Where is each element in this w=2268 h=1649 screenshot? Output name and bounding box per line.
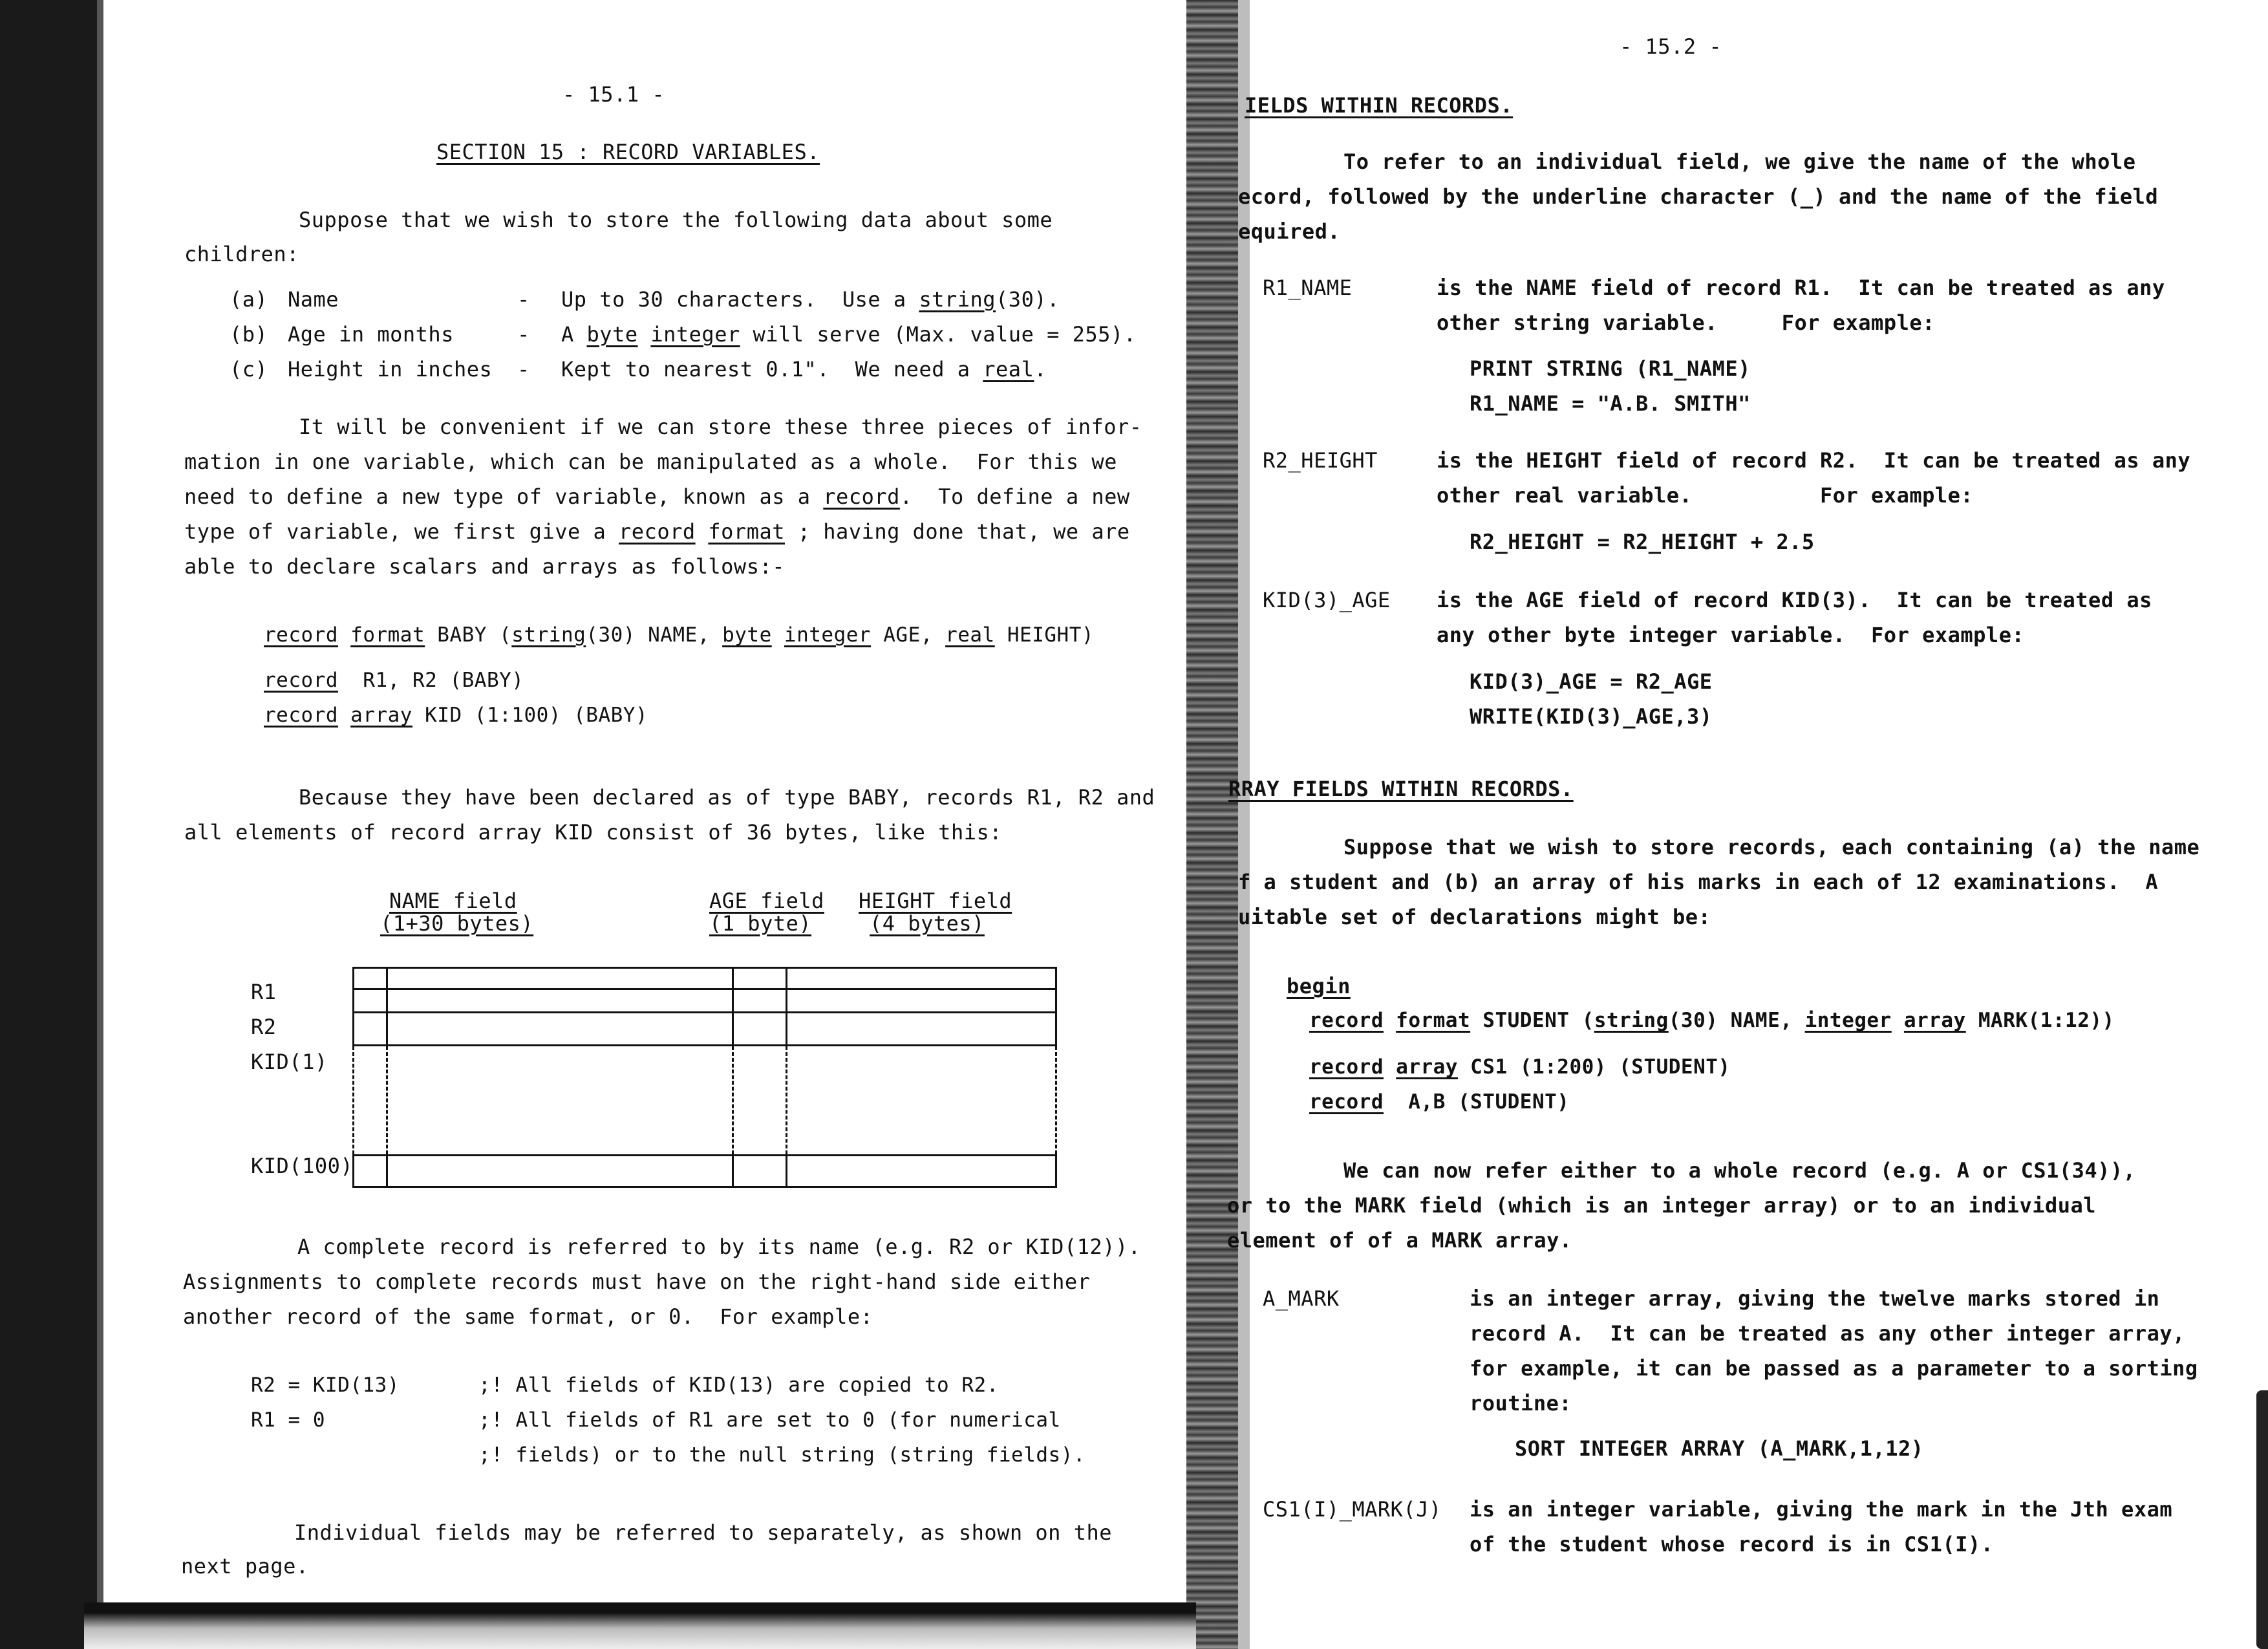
- field-term: R2_HEIGHT: [1263, 448, 1378, 473]
- amark-line-3: for example, it can be passed as a parameter to a sorting: [1470, 1356, 2198, 1381]
- name-field-heading: NAME field: [389, 889, 517, 913]
- age-field-bytes: (1 byte): [709, 911, 812, 936]
- text: type of variable, we first give a: [184, 519, 619, 544]
- section-title: SECTION 15 : RECORD VARIABLES.: [436, 140, 820, 164]
- field-separator-length: [386, 967, 388, 1046]
- p3-line-3: element of of a MARK array.: [1227, 1228, 1572, 1253]
- keyword: record: [1309, 1055, 1384, 1079]
- row-label-kid100: KID(100): [251, 1154, 354, 1178]
- list-item-label: (a): [230, 287, 268, 312]
- keyword: real: [983, 357, 1034, 382]
- p3-line-2: or to the MARK field (which is an integer array) or to an individual: [1227, 1193, 2097, 1218]
- desc-text: will serve (Max. value = 255).: [740, 322, 1137, 347]
- code-text: STUDENT (: [1470, 1009, 1594, 1032]
- list-item-desc: [561, 321, 1136, 347]
- keyword: record: [264, 669, 338, 692]
- field-separator-name: [732, 967, 734, 1046]
- book-gutter-shadow: [1238, 0, 1250, 1649]
- scan-border-right: [2256, 1390, 2268, 1649]
- row-label-r2: R2: [251, 1015, 277, 1039]
- keyword: format: [708, 519, 785, 544]
- decl-record-format: [264, 622, 1094, 648]
- example-comment: ;! All fields of KID(13) are copied to R2.: [478, 1374, 999, 1397]
- desc-text: [638, 322, 651, 347]
- example-code: R1 = 0: [251, 1408, 325, 1432]
- intro-line-2: children:: [184, 242, 299, 266]
- field-desc-line-2: other string variable. For example:: [1437, 310, 1935, 335]
- code-text: A,B (STUDENT): [1383, 1090, 1570, 1114]
- heading-array-fields: RRAY FIELDS WITHIN RECORDS.: [1228, 777, 1574, 801]
- continuation-dash: [1055, 1046, 1057, 1154]
- keyword: record: [1309, 1009, 1384, 1032]
- list-item-name: Name: [288, 287, 339, 312]
- para3-line-1: Because they have been declared as of type BABY, records R1, R2 and: [299, 785, 1155, 810]
- page-number-right: - 15.2 -: [1620, 34, 1722, 59]
- decl-begin: begin: [1287, 974, 1351, 998]
- desc-text: A: [561, 322, 587, 347]
- list-item-label: (b): [230, 322, 268, 347]
- keyword: string: [1594, 1009, 1669, 1032]
- para2-line-1: It will be convenient if we can store these three pieces of infor-: [299, 415, 1142, 439]
- keyword: format: [350, 623, 425, 647]
- decl-record-scalars: [264, 667, 524, 693]
- decl-cs1-array: [1309, 1054, 1731, 1080]
- keyword: array: [1396, 1055, 1458, 1079]
- decl-record-array: [264, 702, 648, 728]
- para3-line-2: all elements of record array KID consist of 36 bytes, like this:: [184, 820, 1002, 845]
- keyword: integer: [784, 623, 872, 647]
- text: need to define a new type of variable, known as a: [184, 484, 824, 509]
- list-item-label: (c): [230, 357, 268, 382]
- p2-line-3: uitable set of declarations might be:: [1238, 905, 1711, 929]
- desc-text: Kept to nearest 0.1". We need a: [561, 357, 983, 382]
- field-desc-line-1: is the AGE field of record KID(3). It can be treated as: [1437, 588, 2152, 612]
- example-code: R2 = KID(13): [251, 1374, 400, 1397]
- list-item-dash: -: [517, 287, 530, 312]
- keyword: byte: [586, 322, 638, 347]
- keyword: integer: [1804, 1009, 1892, 1032]
- desc-text: .: [1034, 357, 1047, 382]
- field-term: CS1(I)_MARK(J): [1263, 1497, 1442, 1522]
- field-code: R2_HEIGHT = R2_HEIGHT + 2.5: [1470, 530, 1815, 554]
- age-field-heading: AGE field: [709, 889, 824, 913]
- keyword: integer: [650, 322, 740, 347]
- field-desc-line-1: is the NAME field of record R1. It can be treated as any: [1437, 275, 2165, 300]
- para2-line-4: [184, 519, 1130, 544]
- p1-line-1: To refer to an individual field, we give the name of the whole: [1343, 149, 2136, 174]
- code-text: CS1 (1:200) (STUDENT): [1457, 1055, 1731, 1079]
- field-code: PRINT STRING (R1_NAME): [1470, 356, 1751, 381]
- field-desc-line-2: any other byte integer variable. For example:: [1437, 623, 2025, 647]
- scan-border-bottom: [84, 1602, 1196, 1649]
- keyword: string: [511, 623, 586, 647]
- keyword: record: [823, 484, 900, 509]
- amark-line-4: routine:: [1470, 1391, 1572, 1416]
- keyword: record: [264, 704, 338, 727]
- decl-student-format: [1309, 1008, 2115, 1033]
- field-desc-line-1: is the HEIGHT field of record R2. It can be treated as any: [1437, 448, 2191, 473]
- code-text: (30) NAME,: [1668, 1009, 1805, 1032]
- name-field-bytes: (1+30 bytes): [380, 911, 534, 936]
- list-item-name: Age in months: [288, 322, 454, 347]
- height-field-heading: HEIGHT field: [859, 889, 1012, 913]
- record-layout-diagram: [352, 967, 1057, 1190]
- record-row-kid100: [352, 1154, 1057, 1188]
- example-comment: ;! fields) or to the null string (string fields).: [478, 1443, 1086, 1467]
- desc-text: (30).: [996, 287, 1060, 312]
- keyword: byte: [722, 623, 772, 647]
- keyword: string: [919, 287, 996, 312]
- continuation-dash: [386, 1046, 388, 1154]
- p3-line-1: We can now refer either to a whole record (e.g. A or CS1(34)),: [1343, 1158, 2136, 1183]
- example-comment: ;! All fields of R1 are set to 0 (for numerical: [478, 1408, 1061, 1432]
- code-text: MARK(1:12)): [1965, 1009, 2115, 1032]
- list-item-desc: [561, 286, 1060, 312]
- field-separator-age: [786, 967, 787, 1046]
- p2-line-2: f a student and (b) an array of his marks in each of 12 examinations. A: [1238, 870, 2159, 894]
- keyword: record: [619, 519, 696, 544]
- field-desc-line-2: other real variable. For example:: [1437, 483, 1974, 508]
- keyword: record: [264, 623, 338, 647]
- text: . To define a new: [899, 484, 1130, 509]
- code-text: R1, R2 (BABY): [337, 669, 524, 692]
- field-separator-length: [386, 1154, 388, 1188]
- p1-line-3: equired.: [1238, 219, 1341, 244]
- scan-border-left: [0, 0, 97, 1649]
- continuation-dash: [732, 1046, 734, 1154]
- amark-code: SORT INTEGER ARRAY (A_MARK,1,12): [1515, 1436, 1924, 1461]
- row-label-kid1: KID(1): [251, 1050, 328, 1074]
- field-code: KID(3)_AGE = R2_AGE: [1470, 669, 1713, 694]
- para4-line-3: another record of the same format, or 0. For example:: [183, 1304, 873, 1329]
- field-code: WRITE(KID(3)_AGE,3): [1470, 704, 1713, 729]
- para5-line-1: Individual fields may be referred to separately, as shown on the: [294, 1520, 1112, 1545]
- keyword: real: [945, 623, 995, 647]
- list-item-dash: -: [517, 322, 530, 347]
- code-text: BABY (: [425, 623, 512, 647]
- code-text: KID (1:100) (BABY): [412, 704, 648, 727]
- list-item-desc: [561, 356, 1047, 382]
- heading-fields-within-records: IELDS WITHIN RECORDS.: [1245, 93, 1514, 118]
- amark-line-1: is an integer array, giving the twelve marks stored in: [1470, 1286, 2160, 1311]
- para2-line-3: [184, 484, 1130, 510]
- code-text: HEIGHT): [994, 623, 1095, 647]
- field-code: R1_NAME = "A.B. SMITH": [1470, 391, 1751, 416]
- text: ; having done that, we are: [784, 519, 1130, 544]
- para4-line-2: Assignments to complete records must have on the right-hand side either: [183, 1269, 1091, 1294]
- field-term: KID(3)_AGE: [1263, 588, 1391, 612]
- desc-text: Up to 30 characters. Use a: [561, 287, 919, 312]
- continuation-dash: [786, 1046, 787, 1154]
- keyword: record: [1309, 1090, 1384, 1114]
- field-separator-age: [786, 1154, 787, 1188]
- para2-line-5: able to declare scalars and arrays as follows:-: [184, 554, 785, 579]
- field-separator-name: [732, 1154, 734, 1188]
- book-gutter: [1186, 0, 1238, 1649]
- list-item-name: Height in inches: [288, 357, 493, 382]
- keyword: array: [350, 704, 412, 727]
- scan-border-left-inner: [97, 0, 103, 1649]
- page-number-left: - 15.1 -: [562, 82, 665, 107]
- csmark-line-1: is an integer variable, giving the mark in the Jth exam: [1470, 1497, 2173, 1522]
- para2-line-2: mation in one variable, which can be manipulated as a whole. For this we: [184, 449, 1117, 474]
- keyword: format: [1396, 1009, 1471, 1032]
- amark-line-2: record A. It can be treated as any other integer array,: [1470, 1321, 2185, 1346]
- code-text: AGE,: [871, 623, 946, 647]
- intro-line-1: Suppose that we wish to store the following data about some: [299, 208, 1053, 232]
- height-field-bytes: (4 bytes): [870, 911, 985, 936]
- p2-line-1: Suppose that we wish to store records, each containing (a) the name: [1343, 835, 2200, 859]
- record-row-kid1: [352, 1011, 1057, 1046]
- p1-line-2: ecord, followed by the underline character (_) and the name of the field: [1238, 184, 2159, 209]
- list-item-dash: -: [517, 357, 530, 382]
- para4-line-1: A complete record is referred to by its name (e.g. R2 or KID(12)).: [297, 1234, 1141, 1259]
- decl-ab-record: [1309, 1089, 1569, 1115]
- keyword: array: [1903, 1009, 1966, 1032]
- field-term: R1_NAME: [1263, 275, 1353, 300]
- record-row-divider: [352, 967, 1057, 990]
- csmark-line-2: of the student whose record is in CS1(I).: [1470, 1532, 1994, 1557]
- field-term: A_MARK: [1263, 1286, 1340, 1311]
- para5-line-2: next page.: [181, 1554, 309, 1579]
- continuation-dash: [352, 1046, 354, 1154]
- row-label-r1: R1: [251, 980, 277, 1004]
- code-text: (30) NAME,: [586, 623, 723, 647]
